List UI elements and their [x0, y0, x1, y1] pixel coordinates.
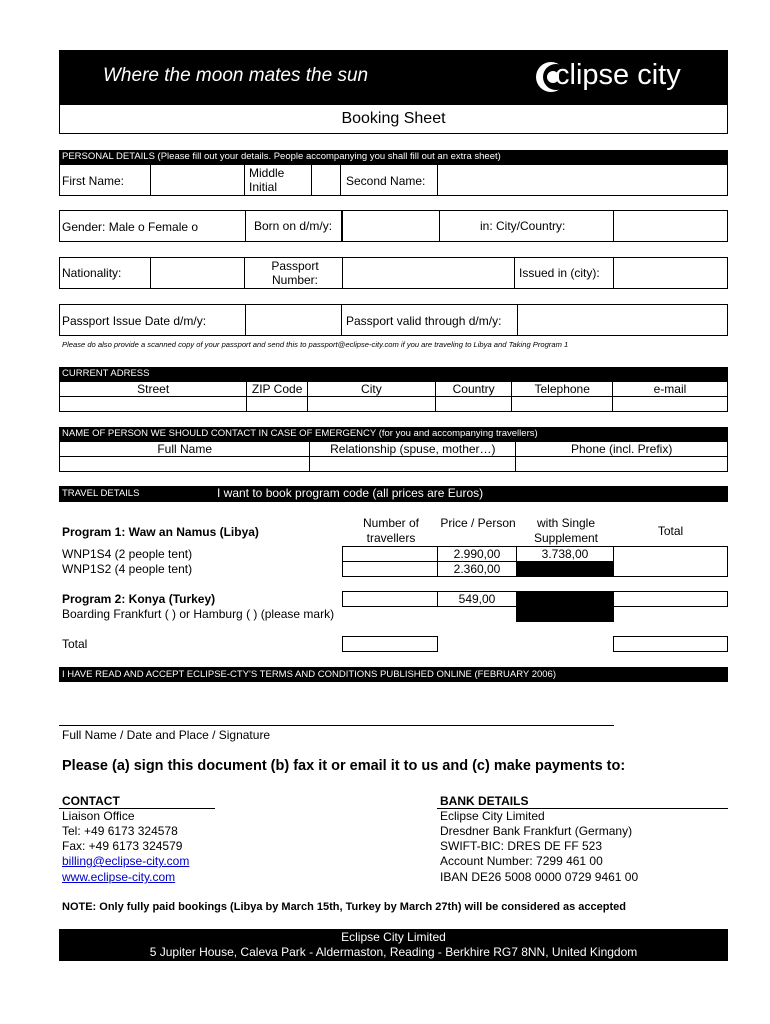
- address-header-row: [60, 382, 728, 397]
- p2-boarding-label[interactable]: Boarding Frankfurt ( ) or Hamburg ( ) (please mark): [62, 607, 335, 621]
- zip-field[interactable]: [247, 397, 308, 412]
- total-label: Total: [62, 637, 88, 651]
- total-travellers-field[interactable]: [342, 636, 438, 652]
- instructions: Please (a) sign this document (b) fax it or email it to us and (c) make payments to:: [62, 758, 626, 774]
- contact-office: Liaison Office: [62, 809, 135, 823]
- col-street: Street: [60, 382, 247, 397]
- p1-opt2-supplement-blocked: [516, 561, 614, 577]
- travel-details-header: [59, 486, 728, 502]
- telephone-field[interactable]: [512, 397, 613, 412]
- middle-initial-label: Middle Initial: [249, 166, 285, 194]
- p2-total-field[interactable]: [613, 591, 728, 607]
- country-field[interactable]: [435, 397, 512, 412]
- tagline: Where the moon mates the sun: [103, 65, 369, 86]
- col-relationship: Relationship (spuse, mother…): [310, 442, 516, 457]
- passport-valid-label: Passport valid through d/m/y:: [346, 314, 502, 328]
- p2-travellers-field[interactable]: [342, 591, 438, 607]
- address-table: [59, 381, 728, 412]
- contact-web-link[interactable]: www.eclipse-city.com: [62, 870, 176, 884]
- contact-fax: Fax: +49 6173 324579: [62, 839, 183, 853]
- bank-heading: BANK DETAILS: [440, 794, 529, 808]
- emergency-table: [59, 441, 728, 472]
- nationality-label: Nationality:: [62, 266, 122, 280]
- current-address-header: CURRENT ADRESS: [59, 367, 728, 381]
- address-input-row: [60, 397, 728, 412]
- passport-issue-date-field[interactable]: [245, 304, 342, 336]
- signature-label: Full Name / Date and Place / Signature: [62, 728, 271, 742]
- emergency-relationship-field[interactable]: [310, 457, 516, 472]
- first-name-label: First Name:: [62, 174, 125, 188]
- col-supplement-header: with Single Supplement: [533, 516, 599, 545]
- gender-label[interactable]: Gender: Male o Female o: [62, 220, 199, 234]
- issued-in-label: Issued in (city):: [519, 266, 600, 280]
- middle-initial-field[interactable]: [311, 164, 341, 196]
- bank-bank: Dresdner Bank Frankfurt (Germany): [440, 824, 633, 838]
- header-banner: [59, 50, 728, 105]
- city-country-field[interactable]: [613, 210, 728, 242]
- bank-name: Eclipse City Limited: [440, 809, 545, 823]
- emergency-header-row: [60, 442, 728, 457]
- p1-opt1-price: 2.990,00: [437, 546, 517, 562]
- footer-bar: [59, 929, 728, 961]
- street-field[interactable]: [60, 397, 247, 412]
- p2-price: 549,00: [437, 591, 517, 607]
- bank-swift: SWIFT-BIC: DRES DE FF 523: [440, 839, 603, 853]
- program1-title: Program 1: Waw an Namus (Libya): [62, 525, 259, 539]
- p1-opt1-supplement: 3.738,00: [516, 546, 614, 562]
- p1-option2-label: WNP1S2 (4 people tent): [62, 562, 193, 576]
- terms-bar: I HAVE READ AND ACCEPT ECLIPSE-CTY'S TERMS AND CONDITIONS PUBLISHED ONLINE (FEBRUARY 2006): [59, 667, 728, 682]
- signature-line[interactable]: [59, 725, 614, 726]
- p1-opt2-price: 2.360,00: [437, 561, 517, 577]
- p1-total-field[interactable]: [613, 546, 728, 577]
- contact-tel: Tel: +49 6173 324578: [62, 824, 178, 838]
- email-field[interactable]: [612, 397, 727, 412]
- col-travellers-header: Number of travellers: [362, 516, 420, 545]
- born-on-field[interactable]: [342, 210, 440, 242]
- col-zip: ZIP Code: [247, 382, 308, 397]
- emergency-header: NAME OF PERSON WE SHOULD CONTACT IN CASE OF EMERGENCY (for you and accompanying travellers): [59, 427, 728, 441]
- city-field[interactable]: [307, 397, 435, 412]
- col-country: Country: [435, 382, 512, 397]
- grand-total-field[interactable]: [613, 636, 728, 652]
- emergency-input-row: [60, 457, 728, 472]
- bank-account: Account Number: 7299 461 00: [440, 854, 603, 868]
- program2-title: Program 2: Konya (Turkey): [62, 592, 216, 606]
- second-name-label: Second Name:: [346, 174, 426, 188]
- col-price-header: Price / Person: [440, 516, 516, 530]
- col-email: e-mail: [612, 382, 727, 397]
- booking-sheet-title: Booking Sheet: [341, 110, 446, 127]
- p1-travellers-divider: [342, 561, 438, 562]
- passport-number-field[interactable]: [342, 257, 515, 289]
- first-name-field[interactable]: [150, 164, 245, 196]
- p2-supplement-blocked: [516, 591, 614, 622]
- passport-number-label: Passport Number:: [271, 259, 319, 287]
- passport-issue-date-label: Passport Issue Date d/m/y:: [62, 314, 207, 328]
- personal-details-header: PERSONAL DETAILS (Please fill out your details. People accompanying you shall fill out an extra sheet): [59, 150, 728, 164]
- travel-details-label: TRAVEL DETAILS: [62, 488, 140, 499]
- emergency-name-field[interactable]: [60, 457, 310, 472]
- col-telephone: Telephone: [512, 382, 613, 397]
- col-full-name: Full Name: [60, 442, 310, 457]
- col-phone: Phone (incl. Prefix): [516, 442, 728, 457]
- bank-iban: IBAN DE26 5008 0000 0729 9461 00: [440, 870, 639, 884]
- passport-valid-field[interactable]: [517, 304, 728, 336]
- travel-intro: I want to book program code (all prices are Euros): [217, 486, 484, 500]
- col-city: City: [307, 382, 435, 397]
- p1-option1-label: WNP1S4 (2 people tent): [62, 547, 193, 561]
- footer-address: 5 Jupiter House, Caleva Park - Aldermaston, Reading - Berkhire RG7 8NN, United Kingdom: [149, 945, 638, 959]
- passport-note: Please do also provide a scanned copy of your passport and send this to passport@eclipse-city.com if you are traveling to Libya and Taking Program 1: [62, 340, 569, 349]
- issued-in-field[interactable]: [613, 257, 728, 289]
- nationality-field[interactable]: [150, 257, 245, 289]
- footer-company: Eclipse City Limited: [341, 930, 446, 944]
- contact-email-link[interactable]: billing@eclipse-city.com: [62, 854, 190, 868]
- payment-note: NOTE: Only fully paid bookings (Libya by March 15th, Turkey by March 27th) will be considered as accepted: [62, 901, 626, 913]
- emergency-phone-field[interactable]: [516, 457, 728, 472]
- born-on-label: Born on d/m/y:: [254, 219, 333, 233]
- page-title: [59, 104, 728, 134]
- city-country-label: in: City/Country:: [480, 219, 566, 233]
- logo-text: clipse city: [555, 59, 681, 91]
- col-total-header: Total: [657, 524, 684, 538]
- eclipse-city-logo: [531, 57, 721, 97]
- contact-heading: CONTACT: [62, 794, 120, 808]
- second-name-field[interactable]: [437, 164, 728, 196]
